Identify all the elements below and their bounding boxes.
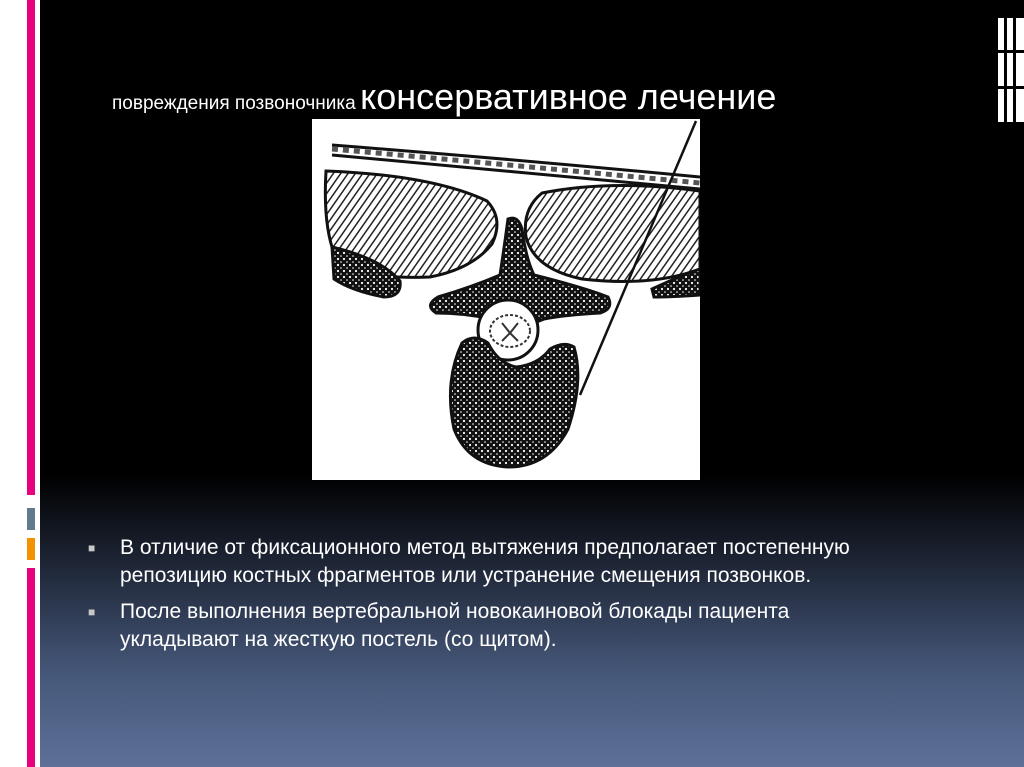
- bullet-list: [88, 534, 888, 662]
- window-panes-icon: [998, 18, 1024, 122]
- spine-cross-section-illustration: [312, 119, 700, 480]
- accent-bar-pink-top: [27, 0, 35, 495]
- bullet-text: После выполнения вертебральной новокаиновой блокады пациента укладывают на жесткую постель (со щитом).: [120, 600, 790, 651]
- slide-title: [112, 76, 776, 118]
- title-main: консервативное лечение: [360, 76, 777, 117]
- square-bullet-icon: ■: [88, 541, 96, 555]
- slide: [40, 0, 1024, 767]
- accent-bar-pink-bottom: [27, 568, 35, 767]
- accent-bar-teal: [27, 508, 35, 530]
- spine-diagram-svg: [312, 119, 700, 480]
- accent-bar-orange: [27, 538, 35, 560]
- bullet-text: В отличие от фиксационного метод вытяжения предполагает постепенную репозицию костных фрагментов или устранение смещения позвонков.: [120, 536, 850, 587]
- square-bullet-icon: ■: [88, 605, 96, 619]
- bullet-item: [88, 534, 888, 590]
- left-margin-strip: [0, 0, 40, 767]
- title-prefix: повреждения позвоночника: [112, 93, 356, 114]
- bullet-item: [88, 598, 888, 654]
